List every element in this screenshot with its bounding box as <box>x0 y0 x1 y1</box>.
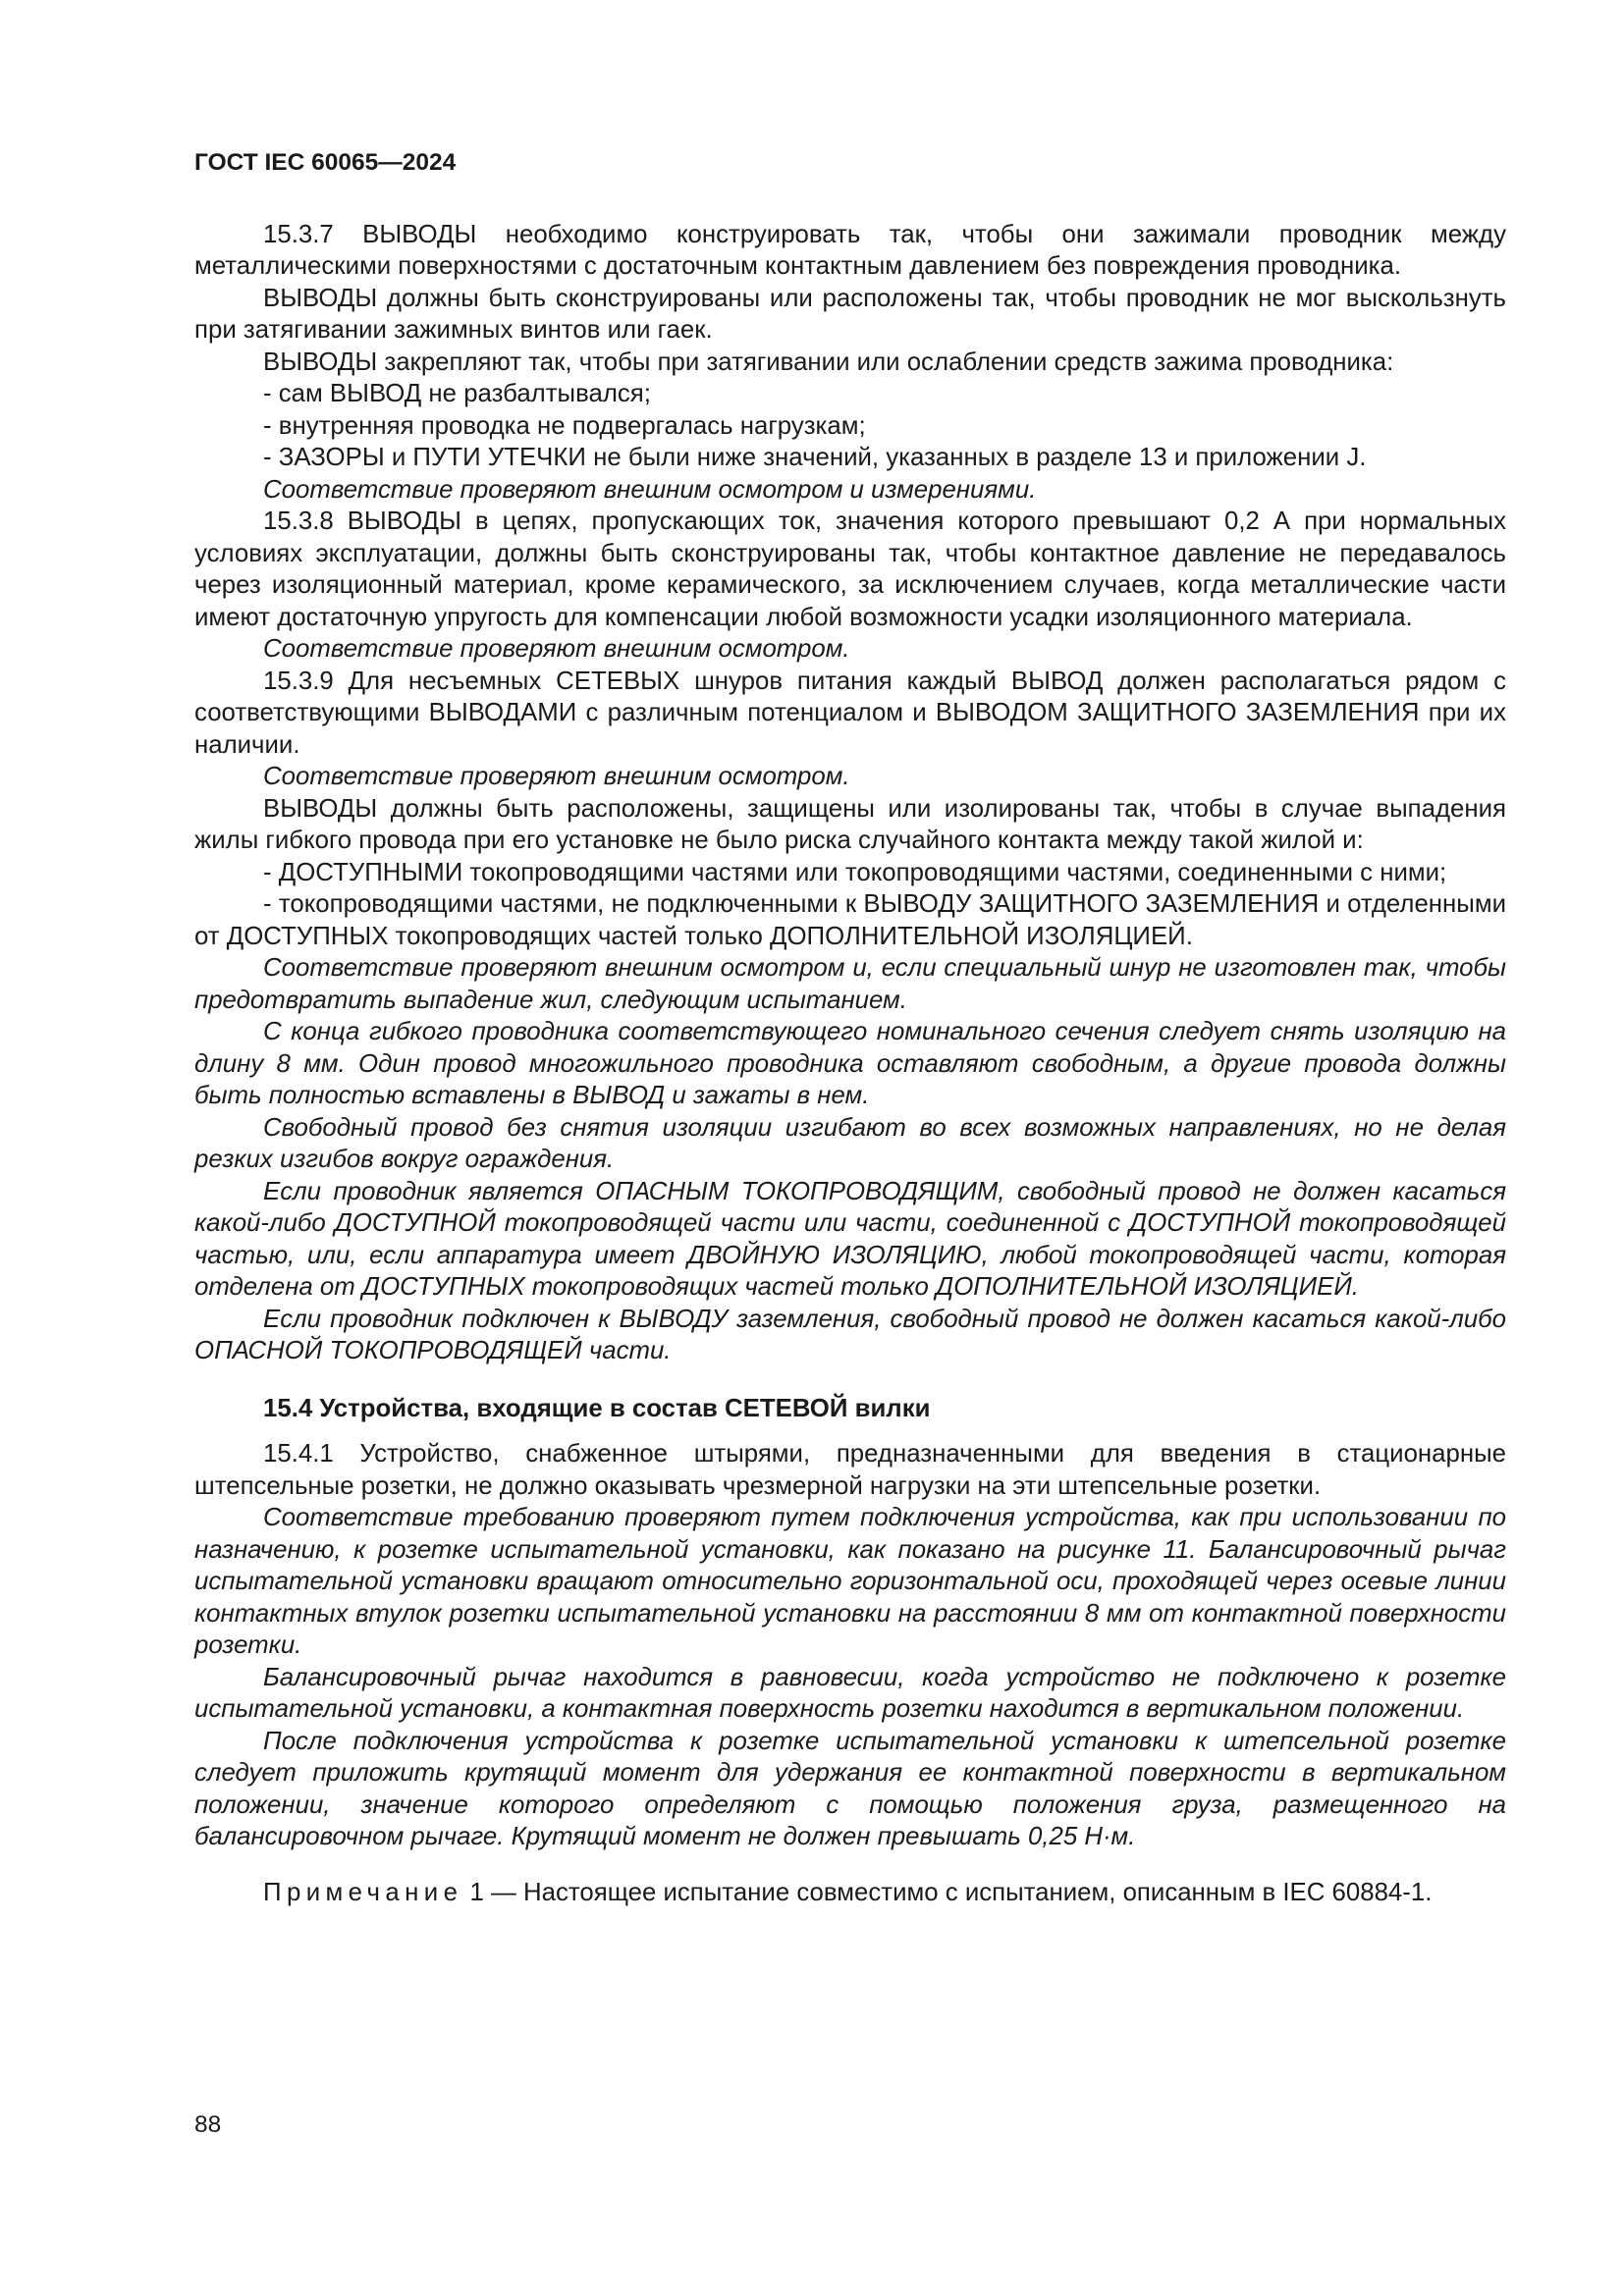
paragraph: 15.3.8 ВЫВОДЫ в цепях, пропускающих ток, значения которого превышают 0,2 А при нормальных условиях эксплуатации, должны быть сконструированы так, чтобы контактное давление не передавалось через изоляционный материал, кроме керамического, за исключением случаев, когда металлические части имеют достаточную упругость для компенсации любой возможности усадки изоляционного материала. <box>194 507 1506 631</box>
test-paragraph: После подключения устройства к розетке испытательной установки к штепсельной розетке следует приложить крутящий момент для удержания ее контактной поверхности в вертикальном положении, значение которого определяют с помощью положения груза, размещенного на балансировочном рычаге. Крутящий момент не должен превышать 0,25 Н·м. <box>194 1727 1506 1850</box>
page-number: 88 <box>194 2111 222 2138</box>
paragraph: ВЫВОДЫ должны быть сконструированы или расположены так, чтобы проводник не мог выскользнуть при затягивании зажимных винтов или гаек. <box>194 284 1506 344</box>
note-label: Примечание <box>263 1878 463 1906</box>
test-paragraph: Если проводник подключен к ВЫВОДУ заземления, свободный провод не должен касаться какой-либо ОПАСНОЙ ТОКОПРОВОДЯЩЕЙ части. <box>194 1305 1506 1364</box>
compliance-paragraph: Соответствие проверяют внешним осмотром. <box>263 763 850 790</box>
compliance-paragraph: Соответствие требованию проверяют путем подключения устройства, как при использовании по назначению, к розетке испытательной установки, как показано на рисунке 11. Балансировочный рычаг испытательной установки вращают относительно горизонтальной оси, проходящей через осевые линии контактных втулок розетки испытательной установки на расстоянии 8 мм от контактной поверхности розетки. <box>194 1504 1506 1659</box>
list-item: - токопроводящими частями, не подключенными к ВЫВОДУ ЗАЩИТНОГО ЗАЗЕМЛЕНИЯ и отделенными от ДОСТУПНЫХ токопроводящих частей только ДОПОЛНИТЕЛЬНОЙ ИЗОЛЯЦИЕЙ. <box>194 890 1506 950</box>
note <box>194 1877 1506 1909</box>
paragraph: 15.4.1 Устройство, снабженное штырями, предназначенными для введения в стационарные штепсельные розетки, не должно оказывать чрезмерной нагрузки на эти штепсельные розетки. <box>194 1440 1506 1500</box>
test-paragraph: Балансировочный рычаг находится в равновесии, когда устройство не подключено к розетке испытательной установки, а контактная поверхность розетки находится в вертикальном положении. <box>194 1663 1506 1723</box>
paragraph: ВЫВОДЫ должны быть расположены, защищены или изолированы так, чтобы в случае выпадения жилы гибкого провода при его установке не было риска случайного контакта между такой жилой и: <box>194 794 1506 854</box>
list-item: - сам ВЫВОД не разбалтывался; <box>263 380 651 407</box>
compliance-paragraph: Соответствие проверяют внешним осмотром и измерениями. <box>263 475 1037 504</box>
test-paragraph: С конца гибкого проводника соответствующего номинального сечения следует снять изоляцию на длину 8 мм. Один провод многожильного проводника оставляют свободным, а другие провода должны быть полностью вставлены в ВЫВОД и зажаты в нем. <box>194 1018 1506 1109</box>
note-text: 1 — Настоящее испытание совместимо с испытанием, описанным в IEC 60884-1. <box>469 1878 1433 1906</box>
paragraph: ВЫВОДЫ закрепляют так, чтобы при затягивании или ослаблении средств зажима проводника: <box>263 347 1394 376</box>
compliance-paragraph: Соответствие проверяют внешним осмотром и, если специальный шнур не изготовлен так, чтобы предотвратить выпадение жил, следующим испытанием. <box>194 954 1506 1014</box>
paragraph: 15.3.9 Для несъемных СЕТЕВЫХ шнуров питания каждый ВЫВОД должен располагаться рядом с соответствующими ВЫВОДАМИ с различным потенциалом и ВЫВОДОМ ЗАЩИТНОГО ЗАЗЕМЛЕНИЯ при их наличии. <box>194 667 1506 759</box>
list-item: - ДОСТУПНЫМИ токопроводящими частями или токопроводящими частями, соединенными с ними; <box>263 858 1447 886</box>
test-paragraph: Свободный провод без снятия изоляции изгибают во всех возможных направлениях, но не делая резких изгибов вокруг ограждения. <box>194 1113 1506 1173</box>
document-page <box>194 147 1506 1908</box>
section-title: 15.4 Устройства, входящие в состав СЕТЕВОЙ вилки <box>263 1394 931 1422</box>
list-item: - внутренняя проводка не подвергалась нагрузкам; <box>263 411 866 440</box>
list-item: - ЗАЗОРЫ и ПУТИ УТЕЧКИ не были ниже значений, указанных в разделе 13 и приложении J. <box>263 444 1367 471</box>
compliance-paragraph: Соответствие проверяют внешним осмотром. <box>263 635 850 663</box>
document-header: ГОСТ IEC 60065—2024 <box>194 149 457 176</box>
test-paragraph: Если проводник является ОПАСНЫМ ТОКОПРОВОДЯЩИМ, свободный провод не должен касаться какой-либо ДОСТУПНОЙ токопроводящей части или части, соединенной с ДОСТУПНОЙ токопроводящей частью, или, если аппаратура имеет ДВОЙНУЮ ИЗОЛЯЦИЮ, любой токопроводящей части, которая отделена от ДОСТУПНЫХ токопроводящих частей только ДОПОЛНИТЕЛЬНОЙ ИЗОЛЯЦИЕЙ. <box>194 1177 1506 1301</box>
paragraph: 15.3.7 ВЫВОДЫ необходимо конструировать так, чтобы они зажимали проводник между металлическими поверхностями с достаточным контактным давлением без повреждения проводника. <box>194 220 1506 280</box>
